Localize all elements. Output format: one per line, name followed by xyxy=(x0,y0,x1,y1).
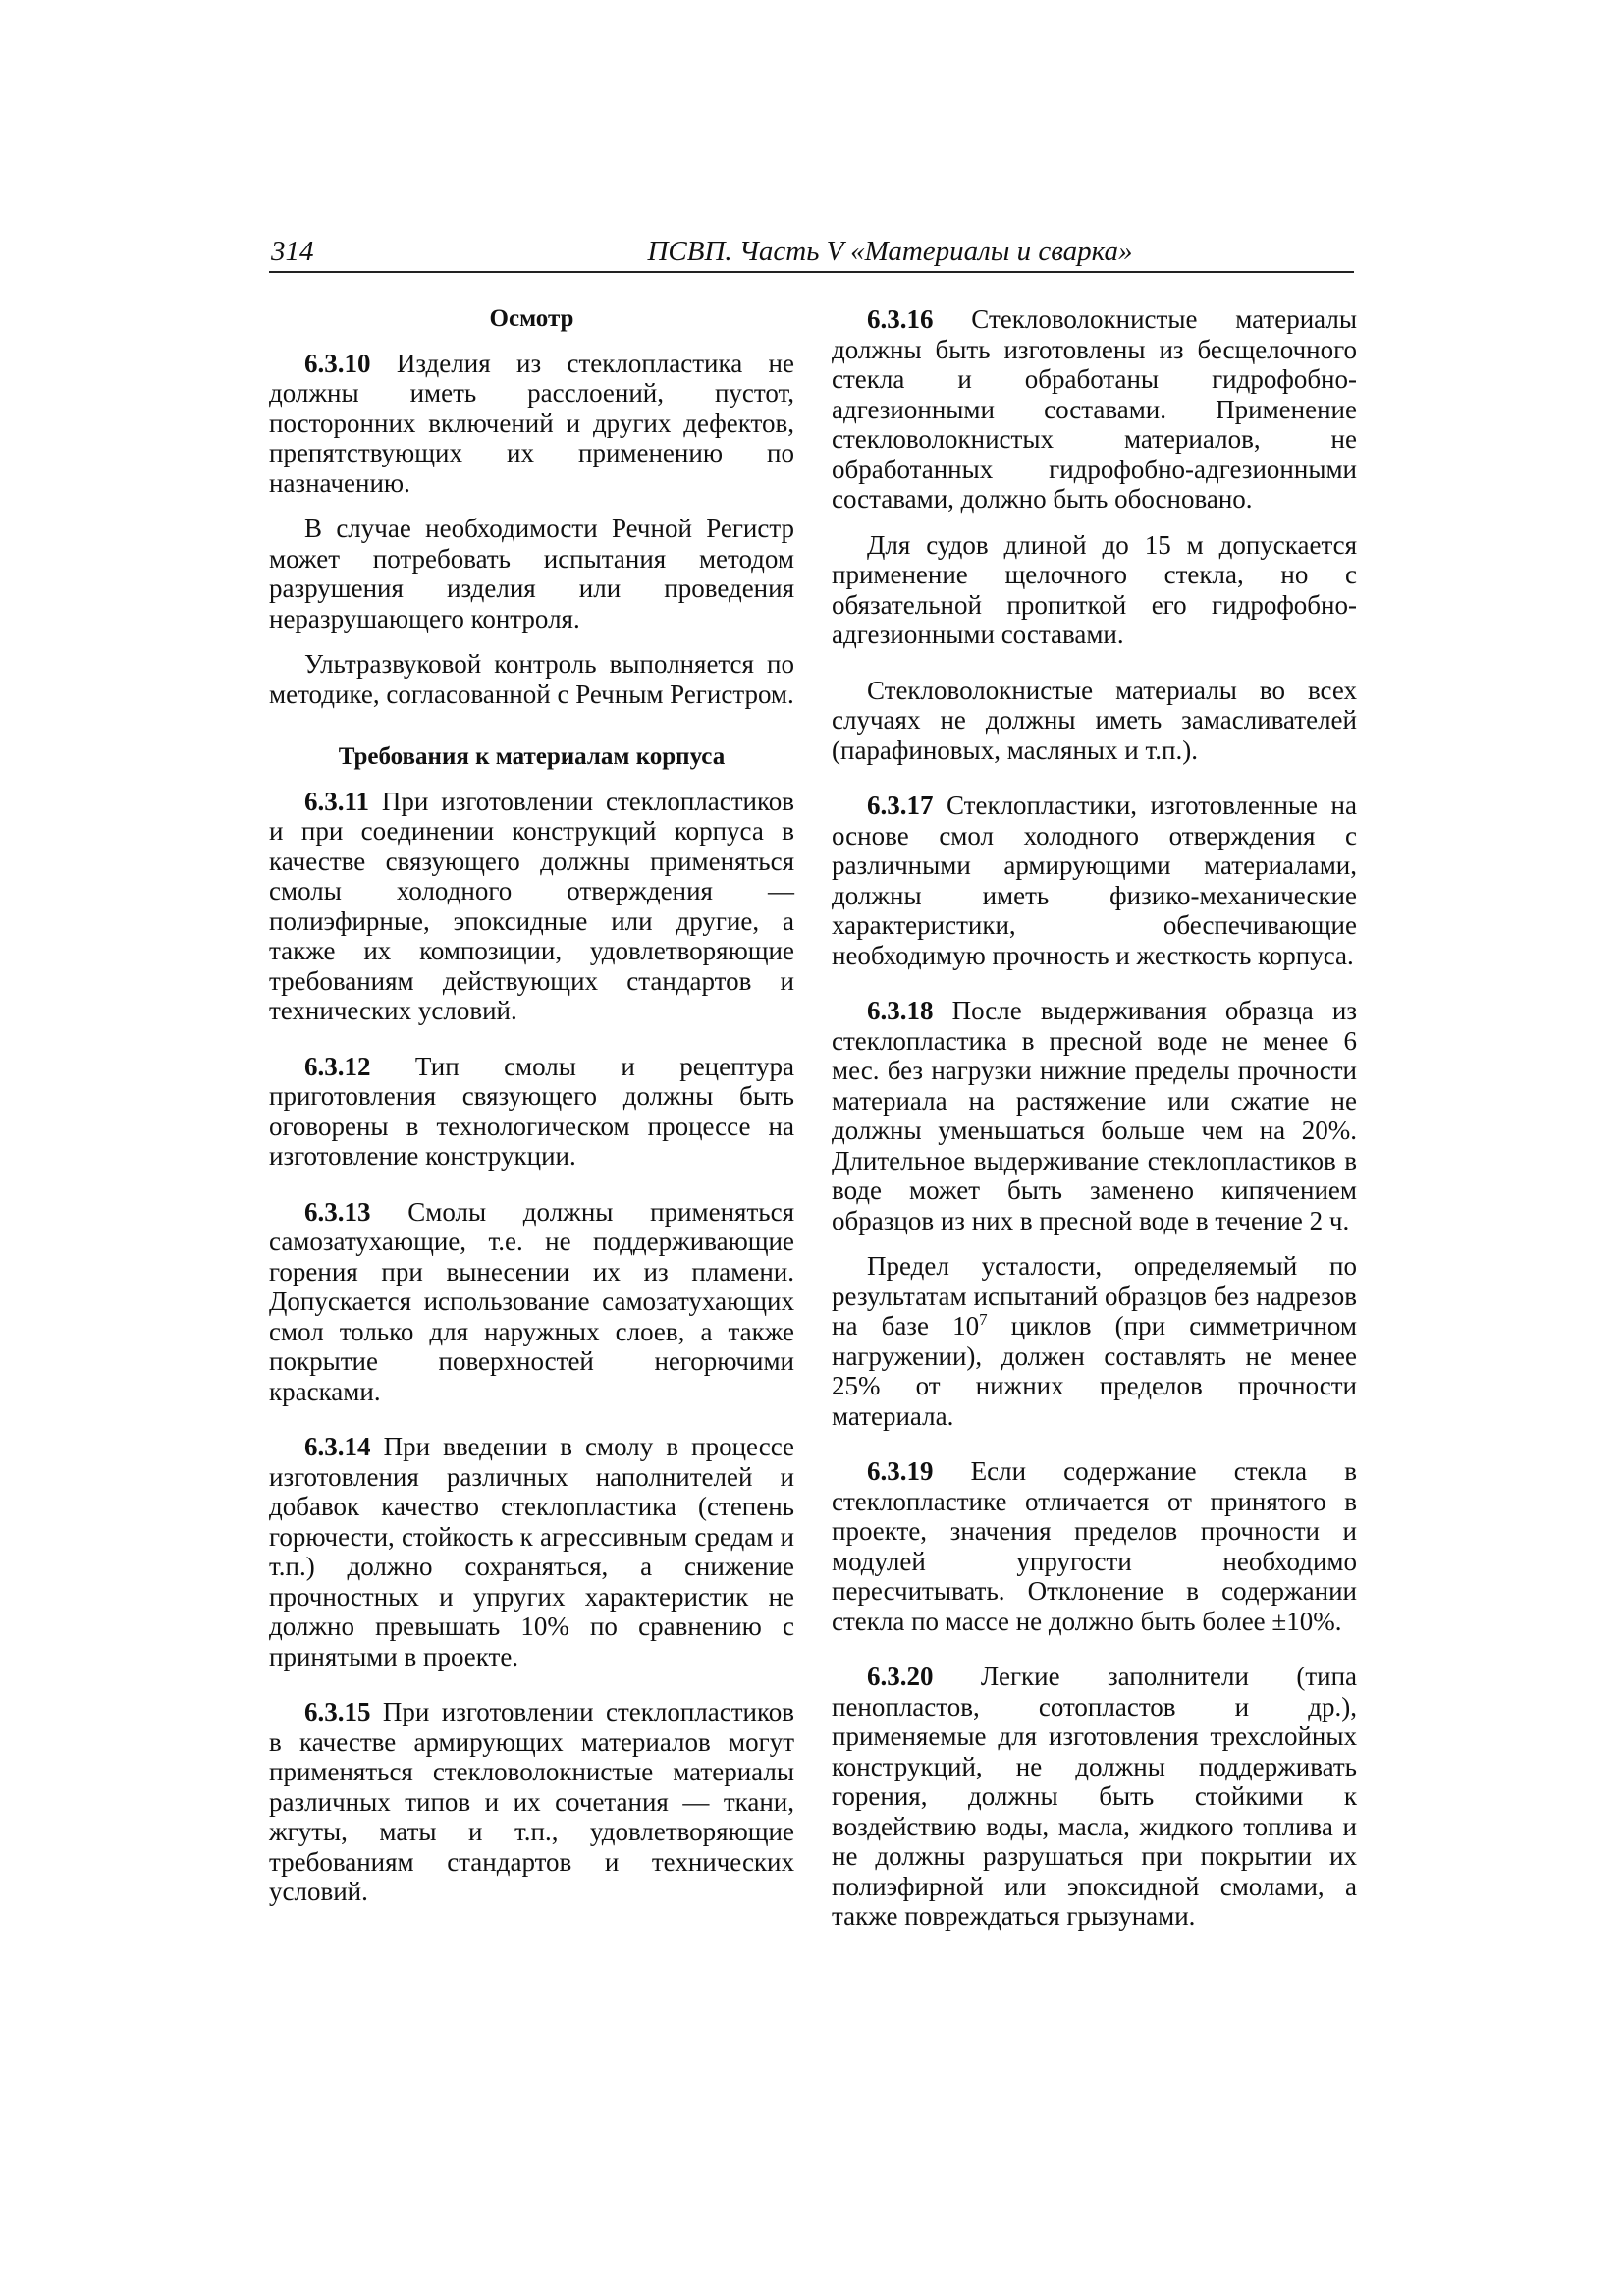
section-heading-inspection: Осмотр xyxy=(489,305,574,332)
clause-6-3-13 xyxy=(269,1197,794,1407)
clause-number: 6.3.13 xyxy=(304,1196,371,1227)
section-heading-requirements: Требования к материалам корпуса xyxy=(338,743,726,770)
clause-number: 6.3.16 xyxy=(867,304,934,334)
clause-number: 6.3.18 xyxy=(867,996,934,1025)
paragraph: В случае необходимости Речной Регистр может потребовать испытания методом разрушения изделия или проведения неразрушающего контроля. xyxy=(269,514,794,633)
clause-text: Стекловолокнистые материалы должны быть изготовлены из бесщелочного стекла и обработаны гидрофобно-адгезионными составами. Применение стекловолокнистых материалов, не обработанных гидрофобно-адгезионными составами, должно быть обосновано. xyxy=(832,304,1357,514)
clause-text: После выдерживания образца из стеклопластика в пресной воде не менее 6 мес. без нагрузки нижние пределы прочности материала на растяжение или сжатие не должны уменьшаться больше чем на 20%. Длительное выдерживание стеклопластиков в воде может быть заменено кипячением образцов из них в пресной воде в течение 2 ч. xyxy=(832,996,1357,1235)
clause-6-3-15 xyxy=(269,1697,794,1907)
clause-text: При изготовлении стеклопластиков в качестве армирующих материалов могут применяться стекловолокнистые материалы различных типов и их сочетания — ткани, жгуты, маты и т.п., удовлетворяющие требованиям стандартов и технических условий. xyxy=(269,1697,794,1906)
paragraph: Ультразвуковой контроль выполняется по методике, согласованной с Речным Регистром. xyxy=(269,649,794,709)
left-column xyxy=(269,304,794,1923)
superscript: 7 xyxy=(979,1310,988,1329)
clause-6-3-18 xyxy=(832,996,1357,1235)
paragraph: Стекловолокнистые материалы во всех случаях не должны иметь замасливателей (парафиновых, масляных и т.п.). xyxy=(832,675,1357,765)
clause-text: Изделия из стеклопластика не должны иметь расслоений, пустот, посторонних включений и других дефектов, препятствующих их применению по назначению. xyxy=(269,348,794,498)
clause-6-3-12 xyxy=(269,1052,794,1172)
clause-number: 6.3.12 xyxy=(304,1051,371,1081)
running-title: ПСВП. Часть V «Материалы и сварка» xyxy=(647,236,1133,267)
paragraph-fatigue xyxy=(832,1251,1357,1431)
paragraph: Для судов длиной до 15 м допускается применение щелочного стекла, но с обязательной пропиткой его гидрофобно-адгезионными составами. xyxy=(832,529,1357,649)
clause-6-3-14 xyxy=(269,1432,794,1671)
clause-6-3-17 xyxy=(832,791,1357,970)
clause-text: При введении в смолу в процессе изготовления различных наполнителей и добавок качество стеклопластика (степень горючести, стойкость к агрессивным средам и т.п.) должно сохраняться, а снижение прочностных и упругих характеристик не должно превышать 10% по сравнению с принятыми в проекте. xyxy=(269,1432,794,1671)
clause-6-3-16 xyxy=(832,304,1357,515)
clause-text: При изготовлении стеклопластиков и при соединении конструкций корпуса в качестве связующего должны применяться смолы холодного отверждения — полиэфирные, эпоксидные или другие, а также их композиции, удовлетворяющие требованиям действующих стандартов и технических условий. xyxy=(269,786,794,1025)
right-column xyxy=(832,304,1357,1947)
clause-6-3-20 xyxy=(832,1662,1357,1932)
text-part: циклов (при симметричном нагружении), должен составлять не менее 25% от нижних пределов прочности материала. xyxy=(832,1311,1357,1431)
clause-6-3-10 xyxy=(269,349,794,499)
clause-number: 6.3.15 xyxy=(304,1697,371,1726)
clause-6-3-11 xyxy=(269,787,794,1026)
clause-number: 6.3.14 xyxy=(304,1432,371,1461)
clause-number: 6.3.11 xyxy=(304,786,370,816)
clause-6-3-19 xyxy=(832,1456,1357,1636)
clause-number: 6.3.20 xyxy=(867,1662,934,1691)
clause-number: 6.3.19 xyxy=(867,1456,934,1486)
page-header xyxy=(269,236,1354,273)
clause-number: 6.3.10 xyxy=(304,348,371,378)
clause-text: Если содержание стекла в стеклопластике отличается от принятого в проекте, значения пределов прочности и модулей упругости необходимо пересчитывать. Отклонение в содержании стекла по массе не должно быть более ±10%. xyxy=(832,1456,1357,1636)
clause-number: 6.3.17 xyxy=(867,791,934,820)
clause-text: Стеклопластики, изготовленные на основе смол холодного отверждения с различными армирующими материалами, должны иметь физико-механические характеристики, обеспечивающие необходимую прочность и жесткость корпуса. xyxy=(832,791,1357,970)
page-number: 314 xyxy=(271,236,314,267)
clause-text: Легкие заполнители (типа пенопластов, сотопластов и др.), применяемые для изготовления трехслойных конструкций, не должны поддерживать горения, должны быть стойкими к воздействию воды, масла, жидкого топлива и не должны разрушаться при покрытии их полиэфирной или эпоксидной смолами, а также повреждаться грызунами. xyxy=(832,1662,1357,1931)
clause-text: Тип смолы и рецептура приготовления связующего должны быть оговорены в технологическом процессе на изготовление конструкции. xyxy=(269,1051,794,1171)
text-part: Предел усталости, определяемый по результатам испытаний образцов без надрезов на базе 10 xyxy=(832,1251,1357,1340)
clause-text: Смолы должны применяться самозатухающие, т.е. не поддерживающие горения при вынесении их из пламени. Допускается использование самозатухающих смол только для наружных слоев, а также покрытие поверхностей негорючими красками. xyxy=(269,1196,794,1406)
